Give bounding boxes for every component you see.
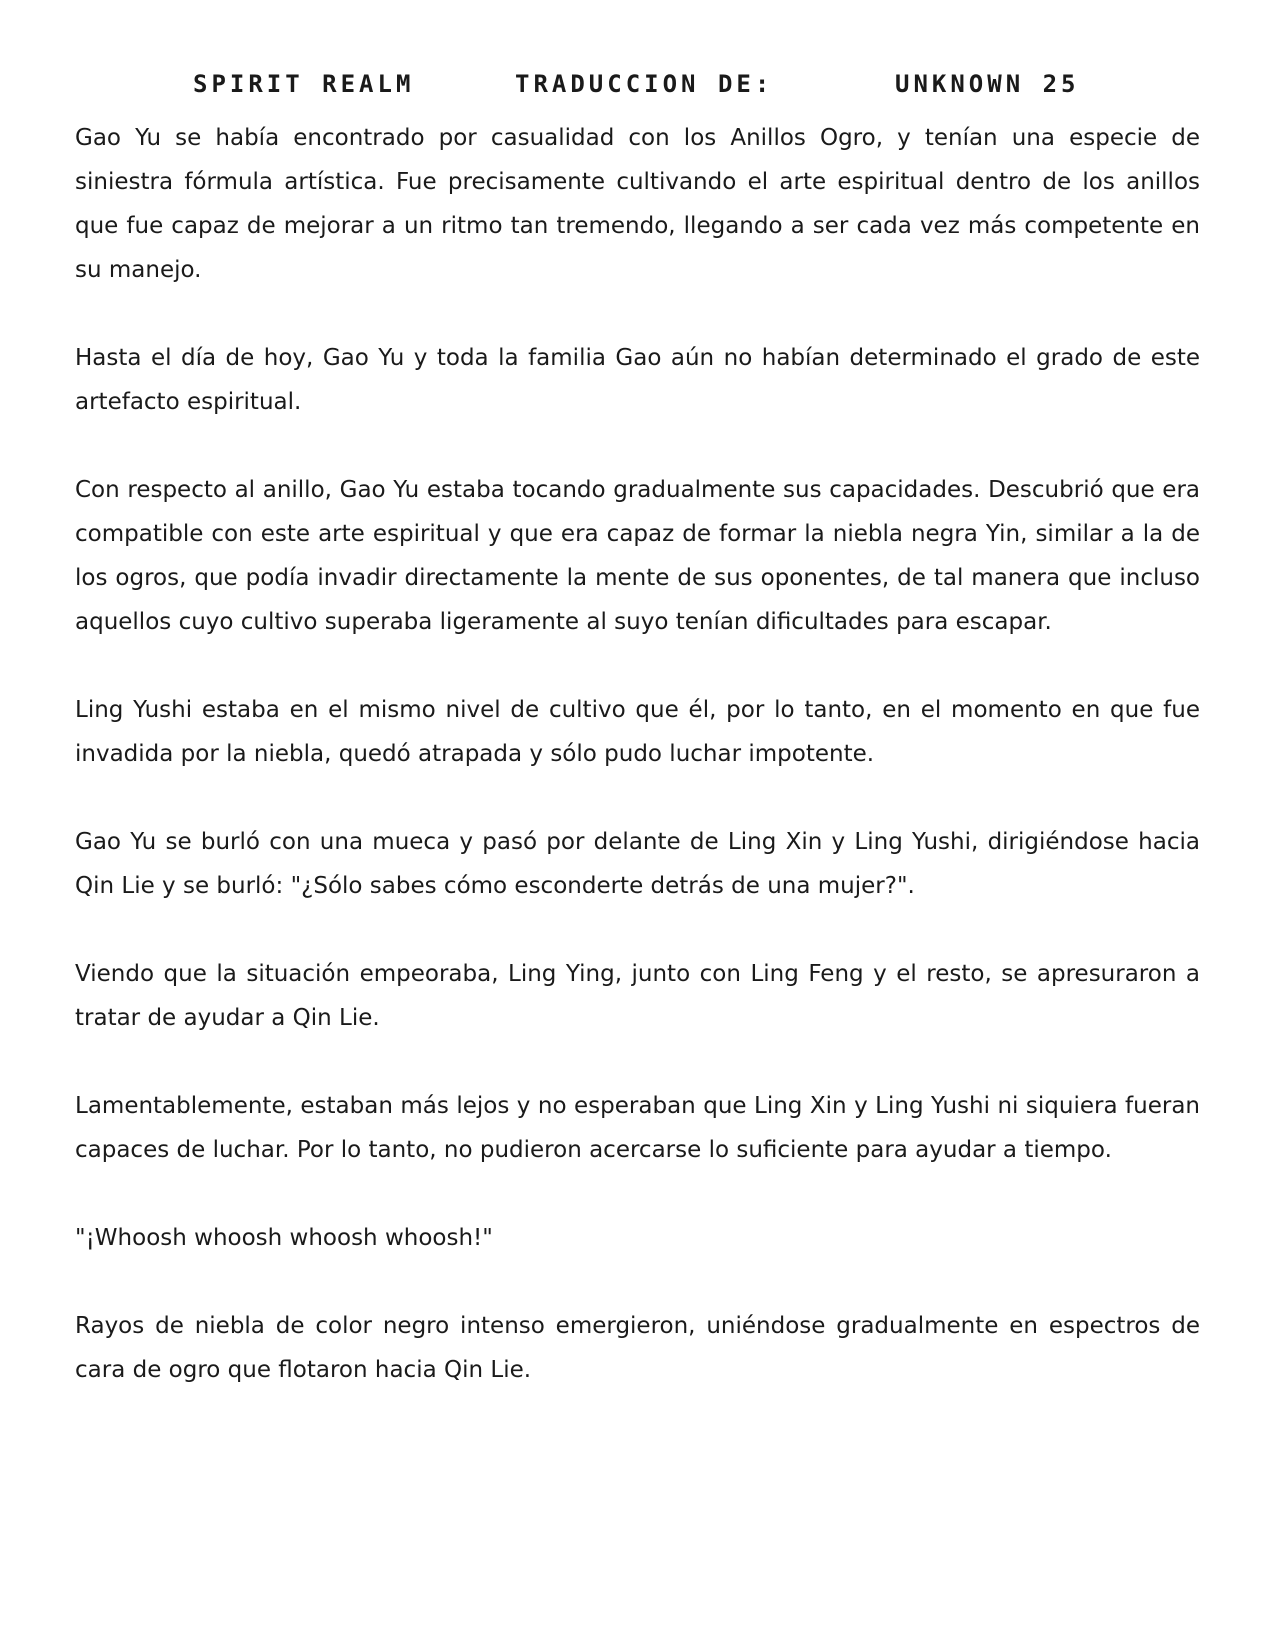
- paragraph-9: Rayos de niebla de color negro intenso emergieron, uniéndose gradualmente en espectros de cara de ogro que flotaron hacia Qin Lie.: [75, 1313, 1200, 1383]
- paragraph-7: Lamentablemente, estaban más lejos y no esperaban que Ling Xin y Ling Yushi ni siquiera fueran capaces de luchar. Por lo tanto, no pudieron acercarse lo suficiente para ayudar a tiempo.: [75, 1093, 1200, 1163]
- header-translation-label: TRADUCCION DE:: [515, 70, 774, 98]
- page-header: [0, 70, 1275, 110]
- paragraph-1: Gao Yu se había encontrado por casualidad con los Anillos Ogro, y tenían una especie de siniestra fórmula artística. Fue precisamente cultivando el arte espiritual dentro de los anillos que fue capaz de mejorar a un ritmo tan tremendo, llegando a ser cada vez más competente en su manejo.: [75, 125, 1200, 283]
- paragraph-6: Viendo que la situación empeoraba, Ling Ying, junto con Ling Feng y el resto, se apresuraron a tratar de ayudar a Qin Lie.: [75, 961, 1200, 1031]
- header-translator-name: UNKNOWN 25: [895, 70, 1080, 98]
- paragraph-5: Gao Yu se burló con una mueca y pasó por delante de Ling Xin y Ling Yushi, dirigiéndose hacia Qin Lie y se burló: "¿Sólo sabes cómo esconderte detrás de una mujer?".: [75, 829, 1200, 899]
- paragraph-8: "¡Whoosh whoosh whoosh whoosh!": [75, 1225, 493, 1251]
- paragraph-3: Con respecto al anillo, Gao Yu estaba tocando gradualmente sus capacidades. Descubrió que era compatible con este arte espiritual y que era capaz de formar la niebla negra Yin, similar a la de los ogros, que podía invadir directamente la mente de sus oponentes, de tal manera que incluso aquellos cuyo cultivo superaba ligeramente al suyo tenían dificultades para escapar.: [75, 477, 1200, 635]
- paragraph-2: Hasta el día de hoy, Gao Yu y toda la familia Gao aún no habían determinado el grado de este artefacto espiritual.: [75, 345, 1200, 415]
- paragraph-4: Ling Yushi estaba en el mismo nivel de cultivo que él, por lo tanto, en el momento en que fue invadida por la niebla, quedó atrapada y sólo pudo luchar impotente.: [75, 697, 1200, 767]
- document-body: [75, 116, 1200, 1436]
- header-novel-title: SPIRIT REALM: [193, 70, 415, 98]
